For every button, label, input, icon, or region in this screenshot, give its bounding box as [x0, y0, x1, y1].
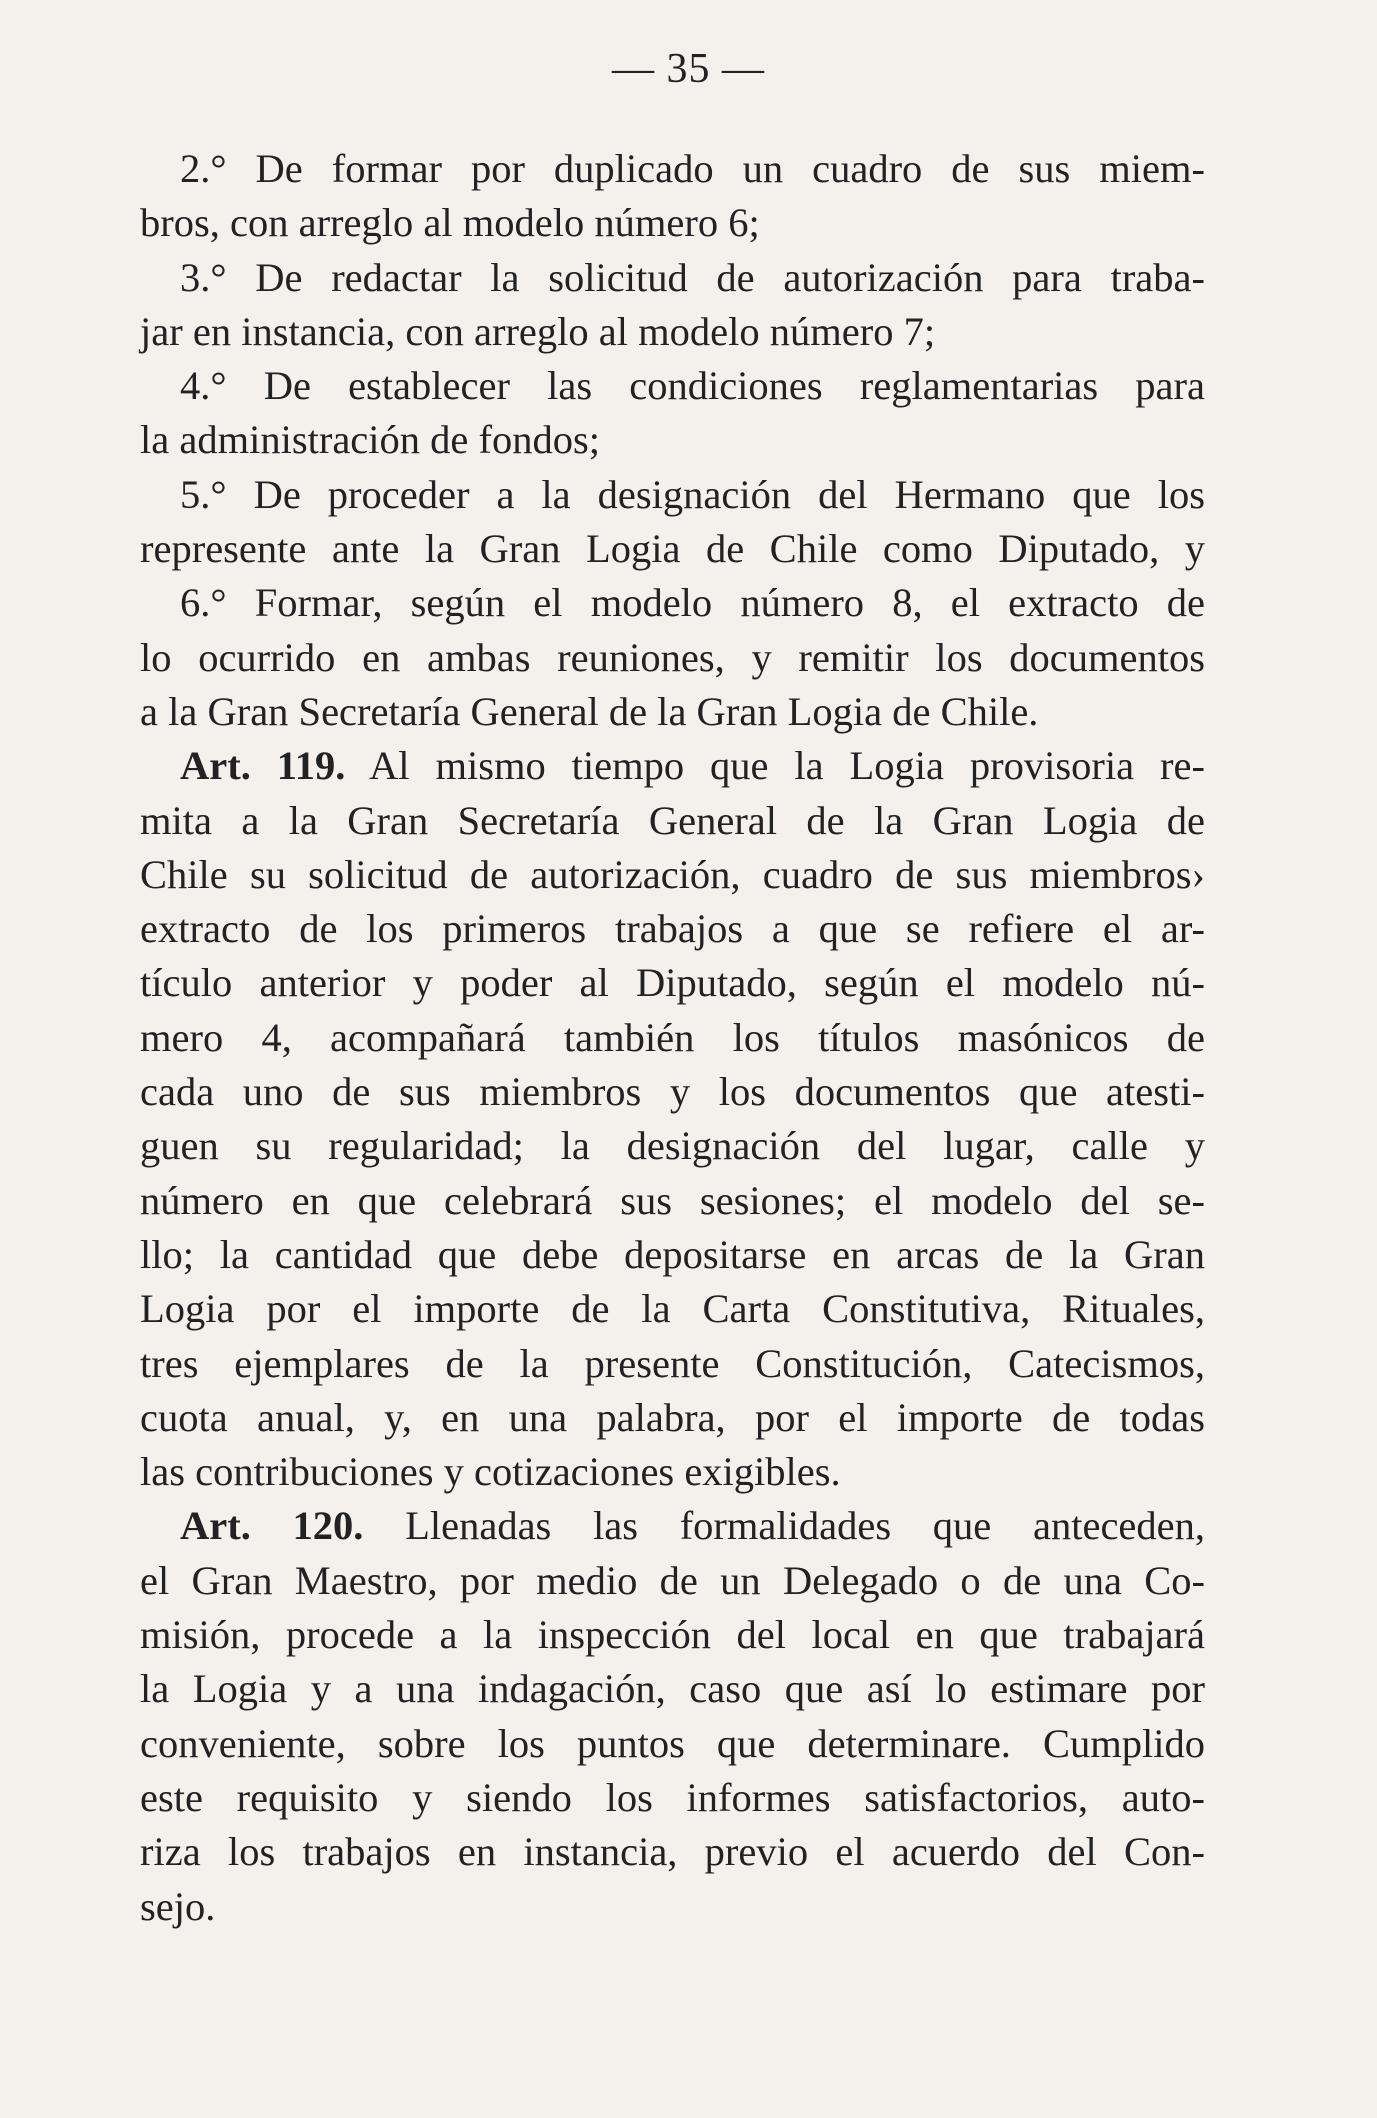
- text-line: [140, 1499, 1205, 1553]
- line-text: número en que celebrará sus sesiones; el modelo del se-: [140, 1177, 1205, 1223]
- line-text: Logia por el importe de la Carta Constitutiva, Rituales,: [140, 1286, 1205, 1332]
- line-text: mero 4, acompañará también los títulos masónicos de: [140, 1014, 1205, 1060]
- text-line: [140, 359, 1205, 413]
- line-text: cada uno de sus miembros y los documentos que atesti-: [140, 1069, 1205, 1115]
- line-text: 3.° De redactar la solicitud de autorización para traba-: [180, 254, 1205, 300]
- text-line: [140, 848, 1205, 902]
- page-number: — 35 —: [612, 46, 765, 92]
- text-line: [140, 1717, 1205, 1771]
- text-line: [140, 1825, 1205, 1879]
- line-text: las contribuciones y cotizaciones exigibles.: [140, 1449, 841, 1495]
- line-text: cuota anual, y, en una palabra, por el importe de todas: [140, 1394, 1205, 1440]
- article-label: Art. 119.: [180, 743, 346, 789]
- line-text: represente ante la Gran Logia de Chile como Diputado, y: [140, 526, 1205, 572]
- line-text: Al mismo tiempo que la Logia provisoria re-: [345, 743, 1205, 789]
- line-text: 5.° De proceder a la designación del Hermano que los: [180, 471, 1205, 517]
- line-text: la administración de fondos;: [140, 417, 601, 463]
- text-line: [140, 1554, 1205, 1608]
- line-text: la Logia y a una indagación, caso que así lo estimare por: [140, 1666, 1205, 1712]
- line-text: sejo.: [140, 1883, 216, 1929]
- line-text: Chile su solicitud de autorización, cuadro de sus miembros›: [140, 851, 1205, 897]
- text-line: [140, 1065, 1205, 1119]
- line-text: mita a la Gran Secretaría General de la Gran Logia de: [140, 797, 1205, 843]
- text-line: [140, 1391, 1205, 1445]
- text-line: [140, 956, 1205, 1010]
- line-text: llo; la cantidad que debe depositarse en arcas de la Gran: [140, 1231, 1205, 1277]
- line-text: guen su regularidad; la designación del lugar, calle y: [140, 1123, 1205, 1169]
- line-text: 6.° Formar, según el modelo número 8, el extracto de: [180, 580, 1205, 626]
- line-text: extracto de los primeros trabajos a que se refiere el ar-: [140, 906, 1205, 952]
- text-line: [140, 1662, 1205, 1716]
- body-text: [140, 142, 1205, 1934]
- text-line: [140, 1282, 1205, 1336]
- text-line: [140, 1011, 1205, 1065]
- text-line: [140, 685, 1205, 739]
- line-text: Llenadas las formalidades que anteceden,: [363, 1503, 1205, 1549]
- line-text: 2.° De formar por duplicado un cuadro de sus miem-: [180, 146, 1205, 191]
- text-line: [140, 196, 1205, 250]
- line-text: misión, procede a la inspección del local en que trabajará: [140, 1612, 1205, 1658]
- text-line: [140, 1880, 1205, 1934]
- line-text: riza los trabajos en instancia, previo el acuerdo del Con-: [140, 1829, 1205, 1875]
- text-line: [140, 251, 1205, 305]
- text-line: [140, 794, 1205, 848]
- text-line: [140, 739, 1205, 793]
- text-line: [140, 902, 1205, 956]
- line-text: jar en instancia, con arreglo al modelo número 7;: [140, 308, 936, 354]
- line-text: tres ejemplares de la presente Constitución, Catecismos,: [140, 1340, 1205, 1386]
- line-text: el Gran Maestro, por medio de un Delegado o de una Co-: [140, 1557, 1205, 1603]
- text-line: [140, 631, 1205, 685]
- text-line: [140, 1771, 1205, 1825]
- line-text: bros, con arreglo al modelo número 6;: [140, 200, 760, 246]
- text-line: [140, 522, 1205, 576]
- text-line: [140, 413, 1205, 467]
- line-text: tículo anterior y poder al Diputado, según el modelo nú-: [140, 960, 1205, 1006]
- text-line: [140, 142, 1205, 196]
- text-line: [140, 1174, 1205, 1228]
- text-line: [140, 576, 1205, 630]
- text-line: [140, 305, 1205, 359]
- text-line: [140, 1445, 1205, 1499]
- text-line: [140, 1228, 1205, 1282]
- text-line: [140, 1337, 1205, 1391]
- line-text: a la Gran Secretaría General de la Gran Logia de Chile.: [140, 688, 1039, 734]
- text-line: [140, 468, 1205, 522]
- line-text: lo ocurrido en ambas reuniones, y remitir los documentos: [140, 634, 1205, 680]
- text-line: [140, 1119, 1205, 1173]
- line-text: conveniente, sobre los puntos que determinare. Cumplido: [140, 1720, 1205, 1766]
- line-text: 4.° De establecer las condiciones reglamentarias para: [180, 363, 1205, 409]
- line-text: este requisito y siendo los informes satisfactorios, auto-: [140, 1774, 1205, 1820]
- article-label: Art. 120.: [180, 1503, 364, 1549]
- text-line: [140, 1608, 1205, 1662]
